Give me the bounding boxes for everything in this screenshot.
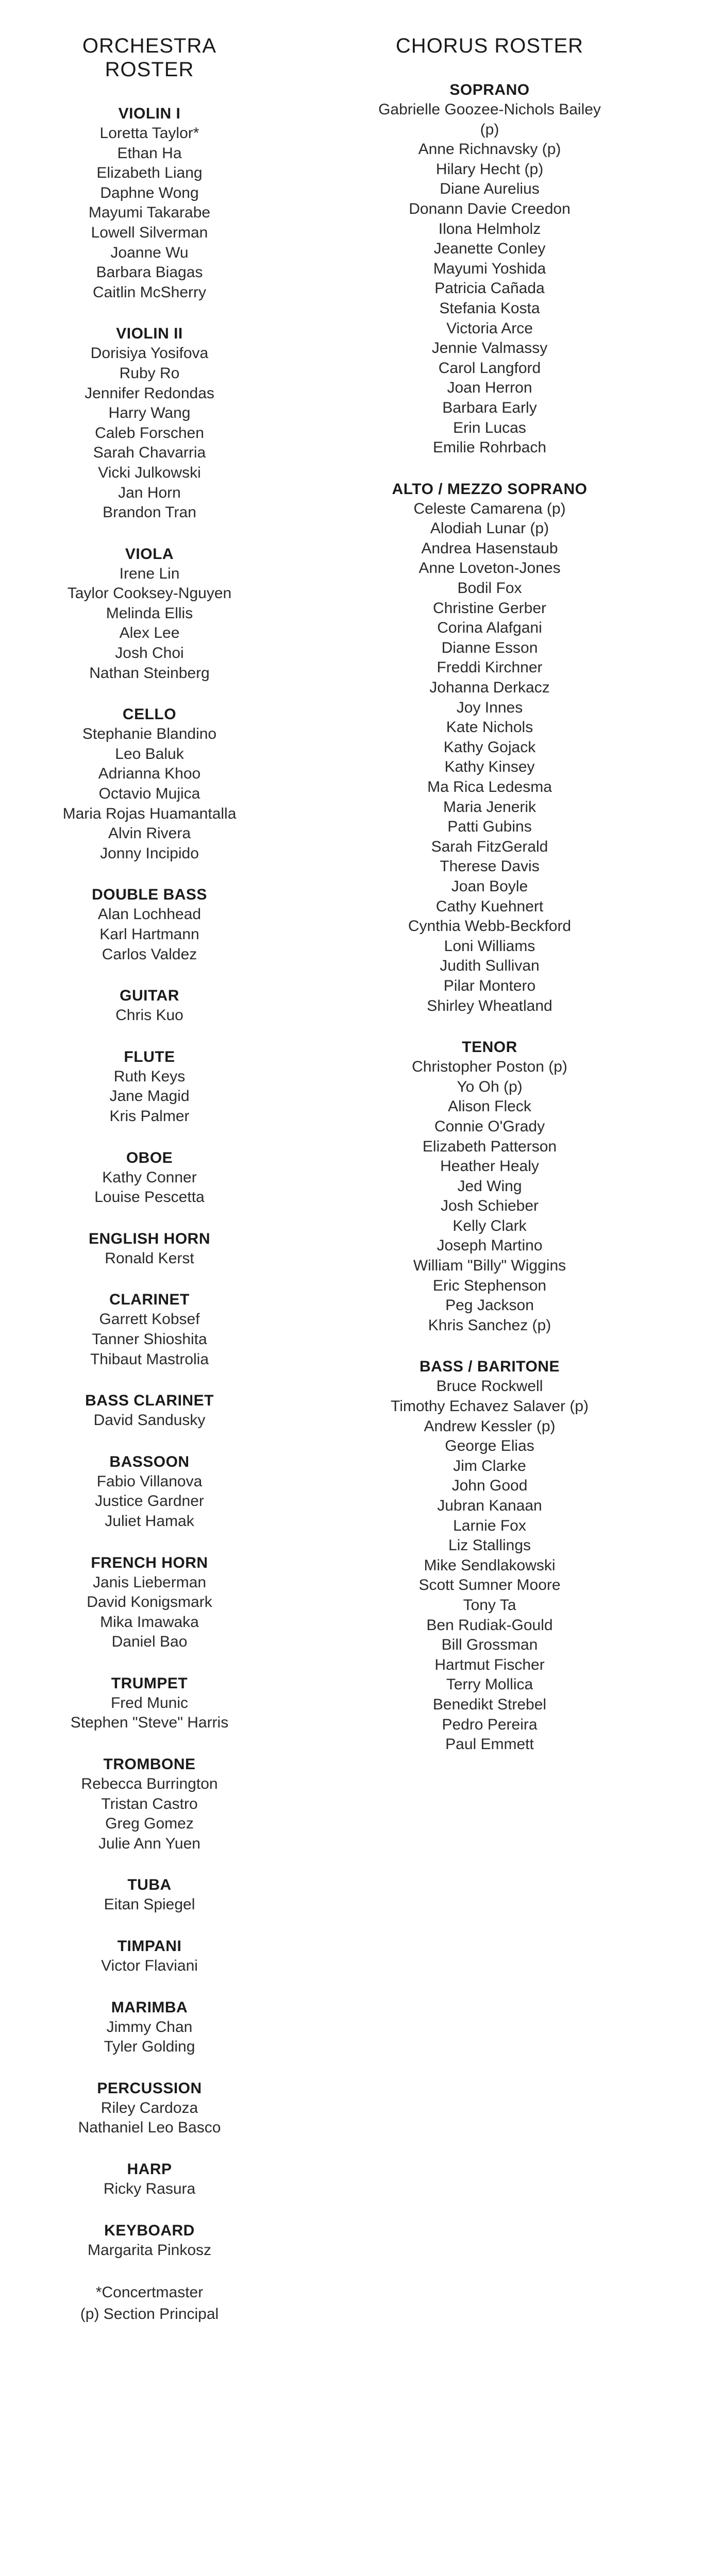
section-title: HARP xyxy=(127,2161,172,2178)
member-name: Dorisiya Yosifova xyxy=(90,345,209,362)
member-name: Maria Rojas Huamantalla xyxy=(62,805,237,822)
section-title: TROMBONE xyxy=(103,1756,196,1773)
member-name: Margarita Pinkosz xyxy=(87,2241,212,2259)
member-name: Diane Aurelius xyxy=(440,180,540,198)
member-name: Caleb Forschen xyxy=(95,424,204,442)
section-title: DOUBLE BASS xyxy=(92,886,207,904)
member-name: Thibaut Mastrolia xyxy=(90,1350,209,1368)
member-name: Daniel Bao xyxy=(111,1633,188,1651)
member-name: Pilar Montero xyxy=(443,977,536,994)
roster-section xyxy=(57,1391,242,1431)
member-name: Daphne Wong xyxy=(100,184,199,201)
member-name: Carol Langford xyxy=(438,359,541,377)
member-name: Jed Wing xyxy=(457,1177,522,1195)
member-name: Carlos Valdez xyxy=(102,945,197,963)
member-name: Timothy Echavez Salaver (p) xyxy=(390,1398,589,1415)
member-name: Hilary Hecht (p) xyxy=(435,160,544,178)
roster-section xyxy=(371,1357,608,1754)
member-name: Johanna Derkacz xyxy=(429,679,550,697)
roster-section xyxy=(57,986,242,1026)
member-name: Celeste Camarena (p) xyxy=(413,500,566,517)
member-name: Tristan Castro xyxy=(101,1795,198,1812)
member-name: Kate Nichols xyxy=(446,719,533,736)
member-name: Alex Lee xyxy=(119,624,180,642)
section-title: ENGLISH HORN xyxy=(88,1230,210,1247)
chorus-title: CHORUS ROSTER xyxy=(395,35,584,57)
member-name: Elizabeth Patterson xyxy=(422,1138,557,1155)
member-name: Joan Herron xyxy=(447,379,532,397)
section-title: FLUTE xyxy=(124,1048,175,1065)
member-name: Irene Lin xyxy=(119,565,180,582)
roster-section xyxy=(57,2160,242,2199)
member-name: Nathan Steinberg xyxy=(89,664,210,682)
member-name: Fabio Villanova xyxy=(96,1472,203,1490)
member-name: Fred Munic xyxy=(110,1694,189,1711)
roster-section xyxy=(57,1290,242,1369)
member-name: Joy Innes xyxy=(456,699,523,716)
orchestra-roster xyxy=(57,34,242,2325)
member-name: Octavio Mujica xyxy=(98,785,200,803)
roster-section xyxy=(57,2221,242,2261)
member-name: Gabrielle Goozee-Nichols Bailey (p) xyxy=(378,101,601,138)
member-name: Josh Schieber xyxy=(440,1197,539,1215)
member-name: Caitlin McSherry xyxy=(92,283,207,301)
member-name: Josh Choi xyxy=(115,645,184,662)
orchestra-notes xyxy=(57,2282,242,2325)
member-name: Ilona Helmholz xyxy=(438,220,541,238)
member-name: Patti Gubins xyxy=(447,818,532,836)
member-name: Juliet Hamak xyxy=(105,1512,194,1530)
section-title: SOPRANO xyxy=(449,81,530,98)
member-name: Alodiah Lunar (p) xyxy=(430,520,549,537)
orchestra-title: ORCHESTRA ROSTER xyxy=(82,35,217,81)
member-name: Lowell Silverman xyxy=(91,224,208,241)
member-name: Bodil Fox xyxy=(457,580,522,597)
roster-section xyxy=(57,2079,242,2138)
member-name: Joanne Wu xyxy=(110,244,189,261)
member-name: Alison Fleck xyxy=(448,1098,531,1115)
member-name: Paul Emmett xyxy=(445,1736,534,1753)
member-name: Barbara Early xyxy=(442,399,537,416)
roster-section xyxy=(57,104,242,302)
member-name: Kris Palmer xyxy=(109,1107,190,1125)
member-name: Mayumi Yoshida xyxy=(433,260,546,277)
member-name: Barbara Biagas xyxy=(96,264,203,281)
member-name: Mayumi Takarabe xyxy=(88,204,211,222)
member-name: Ben Rudiak-Gould xyxy=(426,1616,553,1634)
member-name: Brandon Tran xyxy=(103,504,196,521)
member-name: Khris Sanchez (p) xyxy=(428,1316,551,1334)
member-name: Judith Sullivan xyxy=(440,957,540,975)
member-name: Ronald Kerst xyxy=(105,1249,194,1267)
member-name: Jimmy Chan xyxy=(106,2018,193,2036)
member-name: Jennifer Redondas xyxy=(85,384,214,402)
member-name: Ricky Rasura xyxy=(103,2180,196,2197)
member-name: Dianne Esson xyxy=(441,639,538,656)
member-name: Peg Jackson xyxy=(445,1297,534,1314)
roster-section xyxy=(57,1452,242,1532)
member-name: Benedikt Strebel xyxy=(432,1696,547,1713)
section-title: GUITAR xyxy=(120,987,179,1005)
member-name: Jubran Kanaan xyxy=(437,1497,542,1514)
member-name: Janis Lieberman xyxy=(92,1573,207,1591)
member-name: Christine Gerber xyxy=(432,599,547,617)
section-title: VIOLA xyxy=(125,545,174,563)
member-name: Yo Oh (p) xyxy=(457,1078,523,1095)
member-name: Stephanie Blandino xyxy=(82,725,217,743)
roster-section xyxy=(57,1875,242,1915)
member-name: Loni Williams xyxy=(444,937,535,955)
member-name: Corina Alafgani xyxy=(437,619,542,637)
member-name: Eric Stephenson xyxy=(432,1277,547,1294)
member-name: Terry Mollica xyxy=(446,1676,533,1693)
roster-section xyxy=(57,705,242,863)
member-name: Bruce Rockwell xyxy=(436,1378,543,1395)
member-name: Donann Davie Creedon xyxy=(409,200,571,217)
member-name: Greg Gomez xyxy=(105,1815,194,1833)
section-title: TRUMPET xyxy=(111,1674,188,1692)
member-name: Patricia Cañada xyxy=(434,280,545,297)
member-name: Alan Lochhead xyxy=(97,906,202,923)
member-name: William "Billy" Wiggins xyxy=(413,1257,566,1275)
section-title: MARIMBA xyxy=(111,1998,188,2016)
section-title: BASS CLARINET xyxy=(85,1392,214,1410)
member-name: Andrea Hasenstaub xyxy=(421,539,558,557)
member-name: Sarah FitzGerald xyxy=(431,838,548,855)
roster-section xyxy=(57,324,242,522)
roster-section xyxy=(371,80,608,458)
member-name: Emilie Rohrbach xyxy=(432,439,547,456)
member-name: Tyler Golding xyxy=(104,2038,195,2056)
member-name: Mika Imawaka xyxy=(100,1613,199,1631)
member-name: Kathy Gojack xyxy=(443,738,536,756)
member-name: Jonny Incipido xyxy=(100,844,199,862)
member-name: Jeanette Conley xyxy=(433,240,546,258)
roster-section xyxy=(57,885,242,964)
member-name: Melinda Ellis xyxy=(106,604,193,622)
member-name: Joan Boyle xyxy=(451,877,528,895)
section-title: TUBA xyxy=(127,1876,172,1894)
section-title: FRENCH HORN xyxy=(91,1554,208,1571)
roster-section xyxy=(57,1047,242,1127)
roster-section xyxy=(57,1998,242,2057)
section-title: VIOLIN I xyxy=(118,105,181,122)
member-name: Stefania Kosta xyxy=(439,299,540,317)
roster-section xyxy=(57,1148,242,1208)
member-name: Eitan Spiegel xyxy=(104,1896,195,1913)
roster-section xyxy=(57,545,242,684)
member-name: Victor Flaviani xyxy=(101,1957,198,1975)
member-name: Christopher Poston (p) xyxy=(412,1058,567,1076)
member-name: Elizabeth Liang xyxy=(96,164,203,182)
member-name: Vicki Julkowski xyxy=(98,464,201,481)
member-name: Taylor Cooksey-Nguyen xyxy=(67,585,232,602)
member-name: Kathy Conner xyxy=(102,1168,197,1186)
member-name: Ruby Ro xyxy=(119,364,180,382)
member-name: Loretta Taylor* xyxy=(99,125,199,142)
member-name: Erin Lucas xyxy=(453,419,526,436)
member-name: Heather Healy xyxy=(440,1158,539,1175)
member-name: Ruth Keys xyxy=(113,1067,186,1085)
roster-section xyxy=(371,1038,608,1335)
chorus-sections xyxy=(371,80,608,1755)
member-name: Connie O'Grady xyxy=(434,1117,545,1135)
member-name: Garrett Kobsef xyxy=(99,1311,200,1328)
member-name: Louise Pescetta xyxy=(94,1189,205,1206)
member-name: Cynthia Webb-Beckford xyxy=(408,918,572,935)
member-name: Ma Rica Ledesma xyxy=(427,778,552,795)
member-name: John Good xyxy=(451,1477,528,1495)
section-title: BASS / BARITONE xyxy=(420,1358,560,1376)
section-title: PERCUSSION xyxy=(97,2079,202,2097)
member-name: Scott Sumner Moore xyxy=(418,1577,561,1594)
member-name: Jim Clarke xyxy=(453,1457,526,1475)
roster-section xyxy=(57,1937,242,1976)
member-name: Kathy Kinsey xyxy=(444,758,535,776)
member-name: Sarah Chavarria xyxy=(93,444,206,462)
section-title: ALTO / MEZZO SOPRANO xyxy=(392,480,588,498)
member-name: Victoria Arce xyxy=(446,319,533,337)
member-name: Liz Stallings xyxy=(448,1537,531,1554)
member-name: Alvin Rivera xyxy=(108,825,191,842)
section-title: TENOR xyxy=(462,1039,517,1056)
section-title: CELLO xyxy=(122,706,177,723)
member-name: Pedro Pereira xyxy=(442,1716,538,1733)
member-name: Ethan Ha xyxy=(117,144,182,162)
member-name: Chris Kuo xyxy=(115,1007,183,1024)
member-name: Karl Hartmann xyxy=(99,926,199,943)
member-name: Tony Ta xyxy=(463,1596,516,1614)
member-name: Freddi Kirchner xyxy=(437,659,543,676)
member-name: Cathy Kuehnert xyxy=(435,897,544,915)
member-name: Rebecca Burrington xyxy=(81,1775,218,1793)
member-name: Andrew Kessler (p) xyxy=(424,1417,556,1435)
section-title: OBOE xyxy=(126,1149,173,1166)
section-title: BASSOON xyxy=(109,1453,190,1470)
roster-section xyxy=(57,1755,242,1854)
member-name: Mike Sendlakowski xyxy=(424,1556,556,1574)
member-name: Maria Jenerik xyxy=(443,798,537,816)
member-name: Jane Magid xyxy=(109,1088,190,1105)
member-name: David Konigsmark xyxy=(87,1594,212,1611)
roster-section xyxy=(57,1553,242,1652)
member-name: Julie Ann Yuen xyxy=(98,1835,200,1852)
roster-section xyxy=(57,1674,242,1733)
roster-footnote: *Concertmaster xyxy=(95,2284,204,2301)
chorus-roster xyxy=(371,34,608,1776)
member-name: Kelly Clark xyxy=(452,1217,527,1234)
member-name: Harry Wang xyxy=(108,404,191,422)
roster-section xyxy=(57,1229,242,1269)
member-name: Riley Cardoza xyxy=(100,2099,198,2116)
member-name: David Sandusky xyxy=(93,1412,206,1429)
member-name: Hartmut Fischer xyxy=(434,1656,545,1673)
member-name: Stephen "Steve" Harris xyxy=(70,1714,229,1732)
member-name: Jan Horn xyxy=(118,484,181,501)
member-name: Larnie Fox xyxy=(453,1517,526,1534)
member-name: Shirley Wheatland xyxy=(427,997,552,1014)
section-title: VIOLIN II xyxy=(116,325,183,343)
member-name: Anne Loveton-Jones xyxy=(418,560,561,577)
section-title: KEYBOARD xyxy=(104,2222,195,2239)
member-name: Jennie Valmassy xyxy=(431,340,548,357)
member-name: Nathaniel Leo Basco xyxy=(78,2119,221,2137)
member-name: Bill Grossman xyxy=(441,1636,538,1654)
roster-section xyxy=(371,480,608,1016)
member-name: Justice Gardner xyxy=(95,1493,204,1510)
section-title: CLARINET xyxy=(109,1291,190,1309)
member-name: Anne Richnavsky (p) xyxy=(418,141,561,158)
member-name: Adrianna Khoo xyxy=(98,765,201,783)
member-name: George Elias xyxy=(445,1437,534,1455)
section-title: TIMPANI xyxy=(117,1938,182,1955)
roster-footnote: (p) Section Principal xyxy=(80,2306,219,2323)
member-name: Therese Davis xyxy=(440,858,540,875)
member-name: Tanner Shioshita xyxy=(92,1330,207,1348)
member-name: Leo Baluk xyxy=(115,745,184,762)
orchestra-sections xyxy=(57,104,242,2260)
member-name: Joseph Martino xyxy=(437,1237,543,1255)
